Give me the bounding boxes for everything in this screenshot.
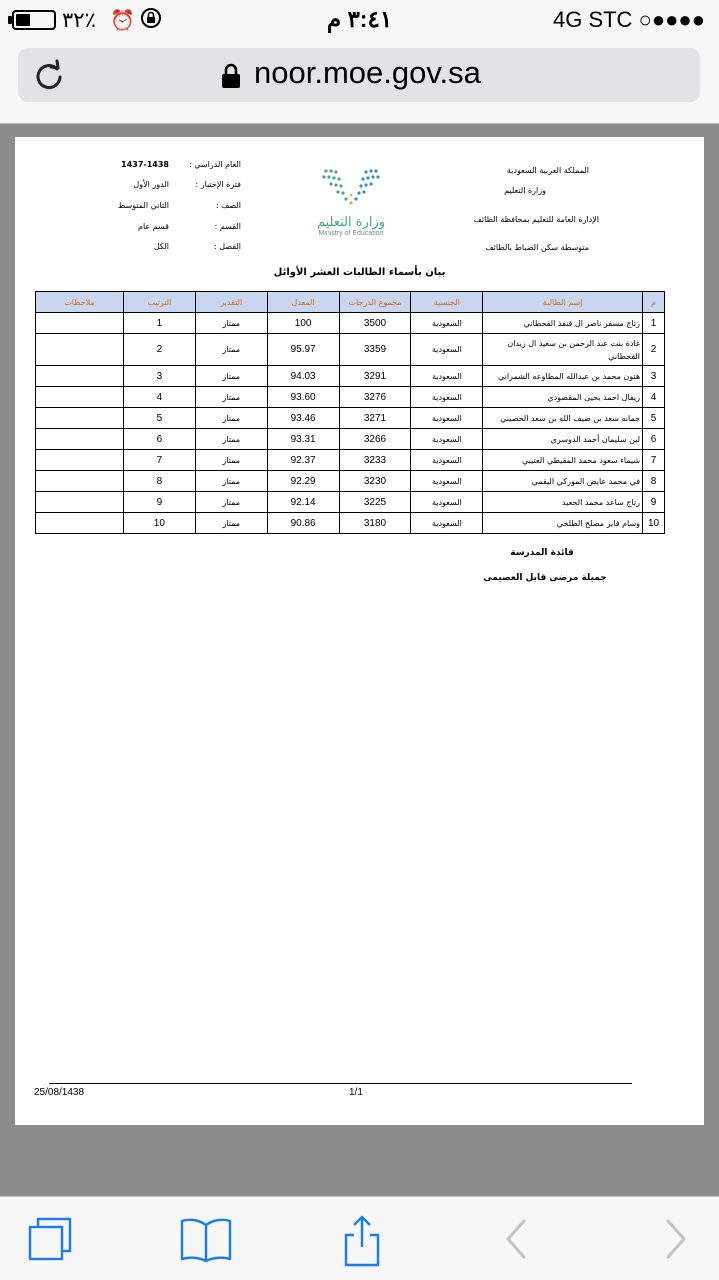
footer-date: 25/08/1438 [34, 1087, 85, 1098]
class-value: الكل [153, 242, 169, 251]
cell-name: جمانه سعد بن ضيف الله بن سعد الحصيني [483, 408, 643, 429]
cell-rank: 1 [123, 313, 195, 334]
cell-nationality: السعودية [411, 450, 483, 471]
cell-no: 5 [643, 408, 665, 429]
cell-notes [36, 408, 124, 429]
cell-grade: ممتاز [195, 450, 267, 471]
signature-role: قائدة المدرسة [510, 548, 574, 558]
cell-nationality: السعودية [411, 471, 483, 492]
cell-nationality: السعودية [411, 387, 483, 408]
cell-average: 94.03 [267, 366, 339, 387]
table-row [36, 334, 665, 366]
cell-nationality: السعودية [411, 334, 483, 366]
tabs-icon[interactable] [24, 1213, 76, 1265]
cell-name: رتاج ساعد محمد الجعيد [483, 492, 643, 513]
cell-total: 3276 [339, 387, 411, 408]
cell-average: 93.46 [267, 408, 339, 429]
book-icon[interactable] [178, 1213, 230, 1265]
cell-name: وسام فايز مصلح الطلحي [483, 513, 643, 534]
col-header-rank: الترتيب [123, 292, 195, 313]
col-header-grade: التقدير [195, 292, 267, 313]
cell-notes [36, 471, 124, 492]
cell-average: 93.31 [267, 429, 339, 450]
cell-grade: ممتاز [195, 429, 267, 450]
cell-notes [36, 313, 124, 334]
cell-total: 3291 [339, 366, 411, 387]
battery-percent: ٣٢٪ [62, 9, 96, 32]
cell-rank: 4 [123, 387, 195, 408]
address-bar[interactable] [18, 48, 700, 102]
cell-no: 10 [643, 513, 665, 534]
cell-no: 1 [643, 313, 665, 334]
cell-no: 7 [643, 450, 665, 471]
cell-grade: ممتاز [195, 408, 267, 429]
cell-notes [36, 366, 124, 387]
cell-name: رتاج مسفر ناصر ال قنفذ القحطاني [483, 313, 643, 334]
cell-grade: ممتاز [195, 492, 267, 513]
cell-rank: 8 [123, 471, 195, 492]
cell-no: 4 [643, 387, 665, 408]
cell-no: 3 [643, 366, 665, 387]
logo-arabic-text: وزارة التعليم [316, 215, 386, 230]
padlock-icon [220, 63, 242, 89]
signature-name: جميلة مرضى قابل العصيمى [483, 573, 607, 583]
cell-average: 93.60 [267, 387, 339, 408]
students-table [35, 291, 665, 534]
cell-name: في محمد عايض الموركي اليقمي [483, 471, 643, 492]
cell-name: هتون محمد بن عبدالله المطاوعه الشمراني [483, 366, 643, 387]
table-row [36, 513, 665, 534]
cell-total: 3180 [339, 513, 411, 534]
cell-average: 95.97 [267, 334, 339, 366]
cell-average: 100 [267, 313, 339, 334]
cell-name: لين سليمان أحمد الدوسري [483, 429, 643, 450]
url-text[interactable]: noor.moe.gov.sa [254, 55, 481, 90]
chevron-left-icon[interactable] [496, 1213, 548, 1265]
cell-name: غادة بنت عبد الرحمن بن سعيد ال زيدان القحطاني [483, 334, 643, 366]
cell-notes [36, 492, 124, 513]
chevron-right-icon[interactable] [656, 1213, 708, 1265]
footer-page-number: 1/1 [349, 1087, 363, 1098]
col-header-notes: ملاحظات [36, 292, 124, 313]
clock-time: ٣:٤١ م [326, 6, 393, 32]
share-icon[interactable] [336, 1213, 388, 1265]
cell-average: 90.86 [267, 513, 339, 534]
table-row [36, 313, 665, 334]
cell-grade: ممتاز [195, 334, 267, 366]
pdf-page [15, 137, 704, 1125]
year-value: 1437-1438 [121, 160, 169, 169]
cell-notes [36, 450, 124, 471]
carrier-signal: 4G STC ○●●●● [552, 7, 705, 32]
cell-name: شيماء سعود محمد المقيطي العتيبي [483, 450, 643, 471]
cell-nationality: السعودية [411, 408, 483, 429]
cell-grade: ممتاز [195, 513, 267, 534]
header-country: المملكة العربية السعودية [506, 166, 589, 175]
browser-toolbar [0, 1196, 719, 1280]
table-row [36, 492, 665, 513]
cell-nationality: السعودية [411, 429, 483, 450]
cell-nationality: السعودية [411, 492, 483, 513]
cell-notes [36, 513, 124, 534]
cell-notes [36, 387, 124, 408]
col-header-average: المعدل [267, 292, 339, 313]
cell-no: 9 [643, 492, 665, 513]
class-label: الفصل : [214, 242, 241, 251]
table-row [36, 471, 665, 492]
cell-rank: 2 [123, 334, 195, 366]
cell-nationality: السعودية [411, 513, 483, 534]
cell-average: 92.14 [267, 492, 339, 513]
cell-grade: ممتاز [195, 366, 267, 387]
cell-rank: 9 [123, 492, 195, 513]
col-header-no: م [643, 292, 665, 313]
cell-nationality: السعودية [411, 366, 483, 387]
cell-total: 3271 [339, 408, 411, 429]
table-header-row [36, 292, 665, 313]
header-school: متوسطة سكن الضباط بالطائف [485, 243, 589, 252]
footer-divider [49, 1083, 632, 1084]
cell-no: 6 [643, 429, 665, 450]
cell-grade: ممتاز [195, 387, 267, 408]
table-row [36, 429, 665, 450]
term-value: الدور الأول [133, 180, 169, 189]
year-label: العام الدراسي : [188, 160, 241, 169]
cell-total: 3233 [339, 450, 411, 471]
ministry-logo [311, 165, 391, 247]
cell-total: 3266 [339, 429, 411, 450]
cell-rank: 3 [123, 366, 195, 387]
header-admin: الإدارة العامة للتعليم بمحافظة الطائف [473, 215, 599, 224]
document-title: بيان بأسماء الطالبات العشر الأوائل [273, 267, 446, 278]
col-header-name: إسم الطالبة [483, 292, 643, 313]
logo-english-text: Ministry of Education [318, 230, 384, 237]
table-row [36, 387, 665, 408]
cell-average: 92.29 [267, 471, 339, 492]
cell-no: 8 [643, 471, 665, 492]
cell-grade: ممتاز [195, 313, 267, 334]
alarm-clock-icon: ⏰ [110, 10, 135, 32]
header-ministry: وزارة التعليم [504, 186, 546, 195]
grade-value: الثاني المتوسط [117, 201, 169, 210]
cell-rank: 6 [123, 429, 195, 450]
table-row [36, 408, 665, 429]
cell-total: 3359 [339, 334, 411, 366]
cell-rank: 5 [123, 408, 195, 429]
cell-rank: 7 [123, 450, 195, 471]
grade-label: الصف : [215, 201, 241, 210]
cell-notes [36, 429, 124, 450]
cell-no: 2 [643, 334, 665, 366]
browser-address-area [0, 40, 719, 124]
cell-nationality: السعودية [411, 313, 483, 334]
term-label: فترة الإختبار : [195, 180, 241, 189]
cell-grade: ممتاز [195, 471, 267, 492]
cell-total: 3500 [339, 313, 411, 334]
table-row [36, 366, 665, 387]
section-label: القسم : [214, 222, 241, 231]
cell-average: 92.37 [267, 450, 339, 471]
section-value: قسم عام [138, 222, 169, 231]
col-header-total: مجموع الدرجات [339, 292, 411, 313]
table-row [36, 450, 665, 471]
cell-rank: 10 [123, 513, 195, 534]
cell-name: ريفال احمد يحيى المقصودي [483, 387, 643, 408]
col-header-nationality: الجنسية [411, 292, 483, 313]
cell-total: 3230 [339, 471, 411, 492]
cell-total: 3225 [339, 492, 411, 513]
cell-notes [36, 334, 124, 366]
reload-icon[interactable] [32, 58, 66, 92]
status-bar [0, 0, 719, 40]
